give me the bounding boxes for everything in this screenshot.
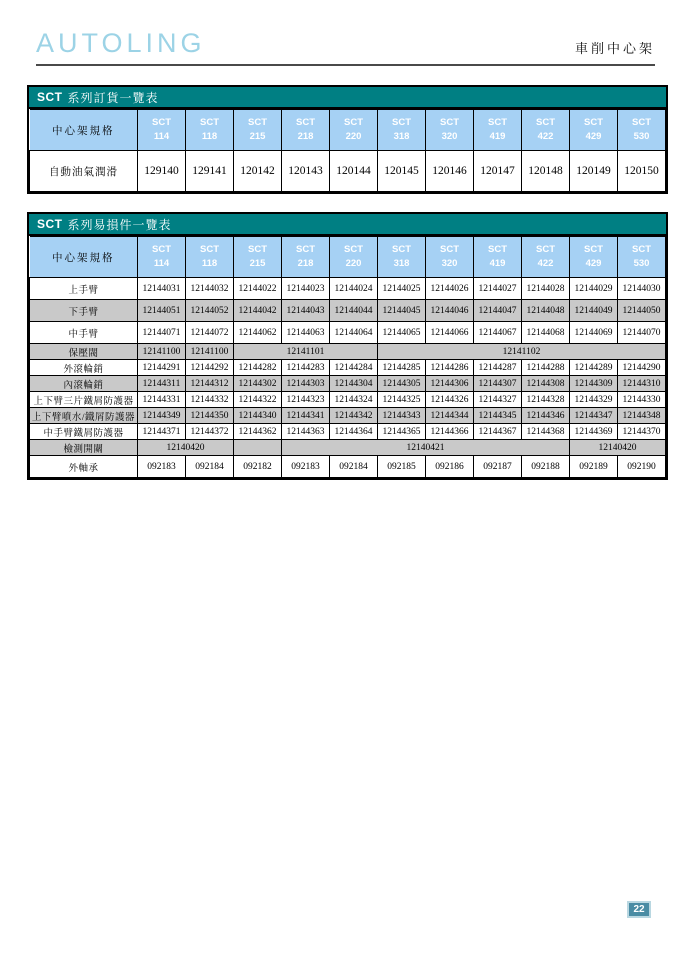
column-header-sct-422: SCT 422 xyxy=(522,110,570,151)
column-header-sct-320: SCT 320 xyxy=(426,110,474,151)
part-number-cell: 12144367 xyxy=(474,424,522,440)
part-number-cell: 12141100 xyxy=(138,344,186,360)
part-number-cell: 12144302 xyxy=(234,376,282,392)
part-number-cell: 12144047 xyxy=(474,300,522,322)
order-table xyxy=(27,85,668,194)
column-header-sct-429: SCT 429 xyxy=(570,110,618,151)
column-header-sct-218: SCT 218 xyxy=(282,237,330,278)
parts-table-title-prefix: SCT xyxy=(37,217,63,231)
row-label: 下手臂 xyxy=(30,300,138,322)
part-number-cell: 12144349 xyxy=(138,408,186,424)
part-number-cell: 12144022 xyxy=(234,278,282,300)
part-number-cell: 12140420 xyxy=(570,440,666,456)
table-row xyxy=(30,424,666,440)
part-number-cell: 12144363 xyxy=(282,424,330,440)
table-row xyxy=(30,408,666,424)
part-number-cell: 12144063 xyxy=(282,322,330,344)
part-number-cell: 12144030 xyxy=(618,278,666,300)
part-number-cell: 12144052 xyxy=(186,300,234,322)
column-header-sct-215: SCT 215 xyxy=(234,237,282,278)
part-number-cell: 12144368 xyxy=(522,424,570,440)
section-title: 車削中心架 xyxy=(574,41,655,56)
table-row xyxy=(30,440,666,456)
part-number-cell: 12144287 xyxy=(474,360,522,376)
row-label: 上手臂 xyxy=(30,278,138,300)
part-number-cell: 12144331 xyxy=(138,392,186,408)
part-number-cell: 12144347 xyxy=(570,408,618,424)
part-number-cell: 12144045 xyxy=(378,300,426,322)
part-number-cell: 12144365 xyxy=(378,424,426,440)
part-number-cell: 12144310 xyxy=(618,376,666,392)
part-number-cell: 12144042 xyxy=(234,300,282,322)
part-number-cell: 12144282 xyxy=(234,360,282,376)
part-number-cell: 129141 xyxy=(186,151,234,192)
part-number-cell: 12144290 xyxy=(618,360,666,376)
part-number-cell: 12141102 xyxy=(378,344,666,360)
column-header-sct-118: SCT 118 xyxy=(186,110,234,151)
part-number-cell: 12144286 xyxy=(426,360,474,376)
part-number-cell: 092183 xyxy=(282,456,330,478)
part-number-cell: 092183 xyxy=(138,456,186,478)
table-row xyxy=(30,151,666,192)
column-header-sct-220: SCT 220 xyxy=(330,237,378,278)
row-label: 上下臂三片鐵屑防護器 xyxy=(30,392,138,408)
part-number-cell: 12144072 xyxy=(186,322,234,344)
table-row xyxy=(30,360,666,376)
part-number-cell xyxy=(234,440,282,456)
part-number-cell: 12144305 xyxy=(378,376,426,392)
row-label: 外滾輪銷 xyxy=(30,360,138,376)
part-number-cell: 12144023 xyxy=(282,278,330,300)
part-number-cell: 12144328 xyxy=(522,392,570,408)
column-header-sct-118: SCT 118 xyxy=(186,237,234,278)
part-number-cell: 12144348 xyxy=(618,408,666,424)
parts-table-grid xyxy=(29,236,666,478)
part-number-cell: 092190 xyxy=(618,456,666,478)
part-number-cell: 12144307 xyxy=(474,376,522,392)
part-number-cell: 12144369 xyxy=(570,424,618,440)
order-table-grid xyxy=(29,109,666,192)
row-label: 自動油氣潤滑 xyxy=(30,151,138,192)
part-number-cell: 12144050 xyxy=(618,300,666,322)
part-number-cell: 12144069 xyxy=(570,322,618,344)
column-header-sct-530: SCT 530 xyxy=(618,237,666,278)
part-number-cell: 120146 xyxy=(426,151,474,192)
table-row xyxy=(30,376,666,392)
column-header-row xyxy=(30,237,666,278)
part-number-cell: 12144324 xyxy=(330,392,378,408)
part-number-cell: 12144026 xyxy=(426,278,474,300)
part-number-cell: 12144066 xyxy=(426,322,474,344)
part-number-cell: 12144306 xyxy=(426,376,474,392)
part-number-cell: 120142 xyxy=(234,151,282,192)
part-number-cell: 12144326 xyxy=(426,392,474,408)
part-number-cell: 12144292 xyxy=(186,360,234,376)
part-number-cell: 12144342 xyxy=(330,408,378,424)
part-number-cell: 092186 xyxy=(426,456,474,478)
part-number-cell: 092188 xyxy=(522,456,570,478)
part-number-cell: 092184 xyxy=(186,456,234,478)
part-number-cell: 12144322 xyxy=(234,392,282,408)
part-number-cell: 120144 xyxy=(330,151,378,192)
part-number-cell: 12144285 xyxy=(378,360,426,376)
column-header-sct-114: SCT 114 xyxy=(138,110,186,151)
part-number-cell: 12144343 xyxy=(378,408,426,424)
table-row xyxy=(30,322,666,344)
corner-header: 中心架規格 xyxy=(30,237,138,278)
part-number-cell: 12144303 xyxy=(282,376,330,392)
part-number-cell: 12144309 xyxy=(570,376,618,392)
part-number-cell: 12144312 xyxy=(186,376,234,392)
part-number-cell: 12144325 xyxy=(378,392,426,408)
part-number-cell: 12144311 xyxy=(138,376,186,392)
parts-table-title xyxy=(29,214,666,236)
column-header-sct-114: SCT 114 xyxy=(138,237,186,278)
column-header-sct-419: SCT 419 xyxy=(474,110,522,151)
table-row xyxy=(30,456,666,478)
table-row xyxy=(30,300,666,322)
part-number-cell: 12144070 xyxy=(618,322,666,344)
column-header-sct-318: SCT 318 xyxy=(378,237,426,278)
part-number-cell: 12144341 xyxy=(282,408,330,424)
corner-header: 中心架規格 xyxy=(30,110,138,151)
part-number-cell: 120145 xyxy=(378,151,426,192)
row-label: 外軸承 xyxy=(30,456,138,478)
part-number-cell: 12140421 xyxy=(282,440,570,456)
order-table-title-text: 系列訂貨一覽表 xyxy=(67,90,159,105)
brand-logo: AUTOLING xyxy=(36,28,206,58)
part-number-cell: 12144308 xyxy=(522,376,570,392)
part-number-cell: 129140 xyxy=(138,151,186,192)
part-number-cell: 120147 xyxy=(474,151,522,192)
part-number-cell: 12140420 xyxy=(138,440,234,456)
page-number-badge: 22 xyxy=(627,901,651,918)
column-header-sct-215: SCT 215 xyxy=(234,110,282,151)
part-number-cell: 12144364 xyxy=(330,424,378,440)
part-number-cell: 12144327 xyxy=(474,392,522,408)
part-number-cell: 12144024 xyxy=(330,278,378,300)
part-number-cell: 12141101 xyxy=(234,344,378,360)
part-number-cell: 12144067 xyxy=(474,322,522,344)
part-number-cell: 120150 xyxy=(618,151,666,192)
part-number-cell: 12144372 xyxy=(186,424,234,440)
column-header-sct-218: SCT 218 xyxy=(282,110,330,151)
row-label: 內滾輪銷 xyxy=(30,376,138,392)
part-number-cell: 12144062 xyxy=(234,322,282,344)
column-header-sct-422: SCT 422 xyxy=(522,237,570,278)
part-number-cell: 120148 xyxy=(522,151,570,192)
part-number-cell: 12144370 xyxy=(618,424,666,440)
column-header-sct-419: SCT 419 xyxy=(474,237,522,278)
part-number-cell: 12144329 xyxy=(570,392,618,408)
column-header-sct-320: SCT 320 xyxy=(426,237,474,278)
order-table-title-prefix: SCT xyxy=(37,90,63,104)
part-number-cell: 12144046 xyxy=(426,300,474,322)
row-label: 保壓閥 xyxy=(30,344,138,360)
part-number-cell: 092182 xyxy=(234,456,282,478)
part-number-cell: 12144028 xyxy=(522,278,570,300)
part-number-cell: 12144289 xyxy=(570,360,618,376)
part-number-cell: 12144304 xyxy=(330,376,378,392)
table-row xyxy=(30,392,666,408)
part-number-cell: 12144065 xyxy=(378,322,426,344)
part-number-cell: 12144064 xyxy=(330,322,378,344)
part-number-cell: 092189 xyxy=(570,456,618,478)
part-number-cell: 12144068 xyxy=(522,322,570,344)
part-number-cell: 12144044 xyxy=(330,300,378,322)
column-header-sct-429: SCT 429 xyxy=(570,237,618,278)
row-label: 檢測開關 xyxy=(30,440,138,456)
part-number-cell: 12144043 xyxy=(282,300,330,322)
part-number-cell: 092184 xyxy=(330,456,378,478)
part-number-cell: 12144051 xyxy=(138,300,186,322)
row-label: 上下臂噴水/鐵屑防護器 xyxy=(30,408,138,424)
part-number-cell: 12144291 xyxy=(138,360,186,376)
part-number-cell: 12144032 xyxy=(186,278,234,300)
part-number-cell: 12144330 xyxy=(618,392,666,408)
part-number-cell: 12144332 xyxy=(186,392,234,408)
part-number-cell: 12144323 xyxy=(282,392,330,408)
part-number-cell: 12144362 xyxy=(234,424,282,440)
part-number-cell: 092185 xyxy=(378,456,426,478)
column-header-sct-530: SCT 530 xyxy=(618,110,666,151)
part-number-cell: 12144048 xyxy=(522,300,570,322)
part-number-cell: 12144031 xyxy=(138,278,186,300)
table-row xyxy=(30,344,666,360)
part-number-cell: 120143 xyxy=(282,151,330,192)
part-number-cell: 120149 xyxy=(570,151,618,192)
part-number-cell: 12144346 xyxy=(522,408,570,424)
table-row xyxy=(30,278,666,300)
part-number-cell: 12144344 xyxy=(426,408,474,424)
column-header-row xyxy=(30,110,666,151)
part-number-cell: 12144027 xyxy=(474,278,522,300)
part-number-cell: 12144283 xyxy=(282,360,330,376)
part-number-cell: 12144366 xyxy=(426,424,474,440)
row-label: 中手臂鐵屑防護器 xyxy=(30,424,138,440)
part-number-cell: 12141100 xyxy=(186,344,234,360)
part-number-cell: 12144340 xyxy=(234,408,282,424)
part-number-cell: 12144284 xyxy=(330,360,378,376)
page-header xyxy=(36,30,655,66)
part-number-cell: 12144350 xyxy=(186,408,234,424)
parts-table xyxy=(27,212,668,480)
part-number-cell: 12144049 xyxy=(570,300,618,322)
part-number-cell: 12144025 xyxy=(378,278,426,300)
column-header-sct-220: SCT 220 xyxy=(330,110,378,151)
part-number-cell: 12144071 xyxy=(138,322,186,344)
part-number-cell: 12144029 xyxy=(570,278,618,300)
part-number-cell: 12144288 xyxy=(522,360,570,376)
parts-table-title-text: 系列易損件一覽表 xyxy=(67,217,172,232)
part-number-cell: 092187 xyxy=(474,456,522,478)
part-number-cell: 12144345 xyxy=(474,408,522,424)
row-label: 中手臂 xyxy=(30,322,138,344)
part-number-cell: 12144371 xyxy=(138,424,186,440)
column-header-sct-318: SCT 318 xyxy=(378,110,426,151)
order-table-title xyxy=(29,87,666,109)
